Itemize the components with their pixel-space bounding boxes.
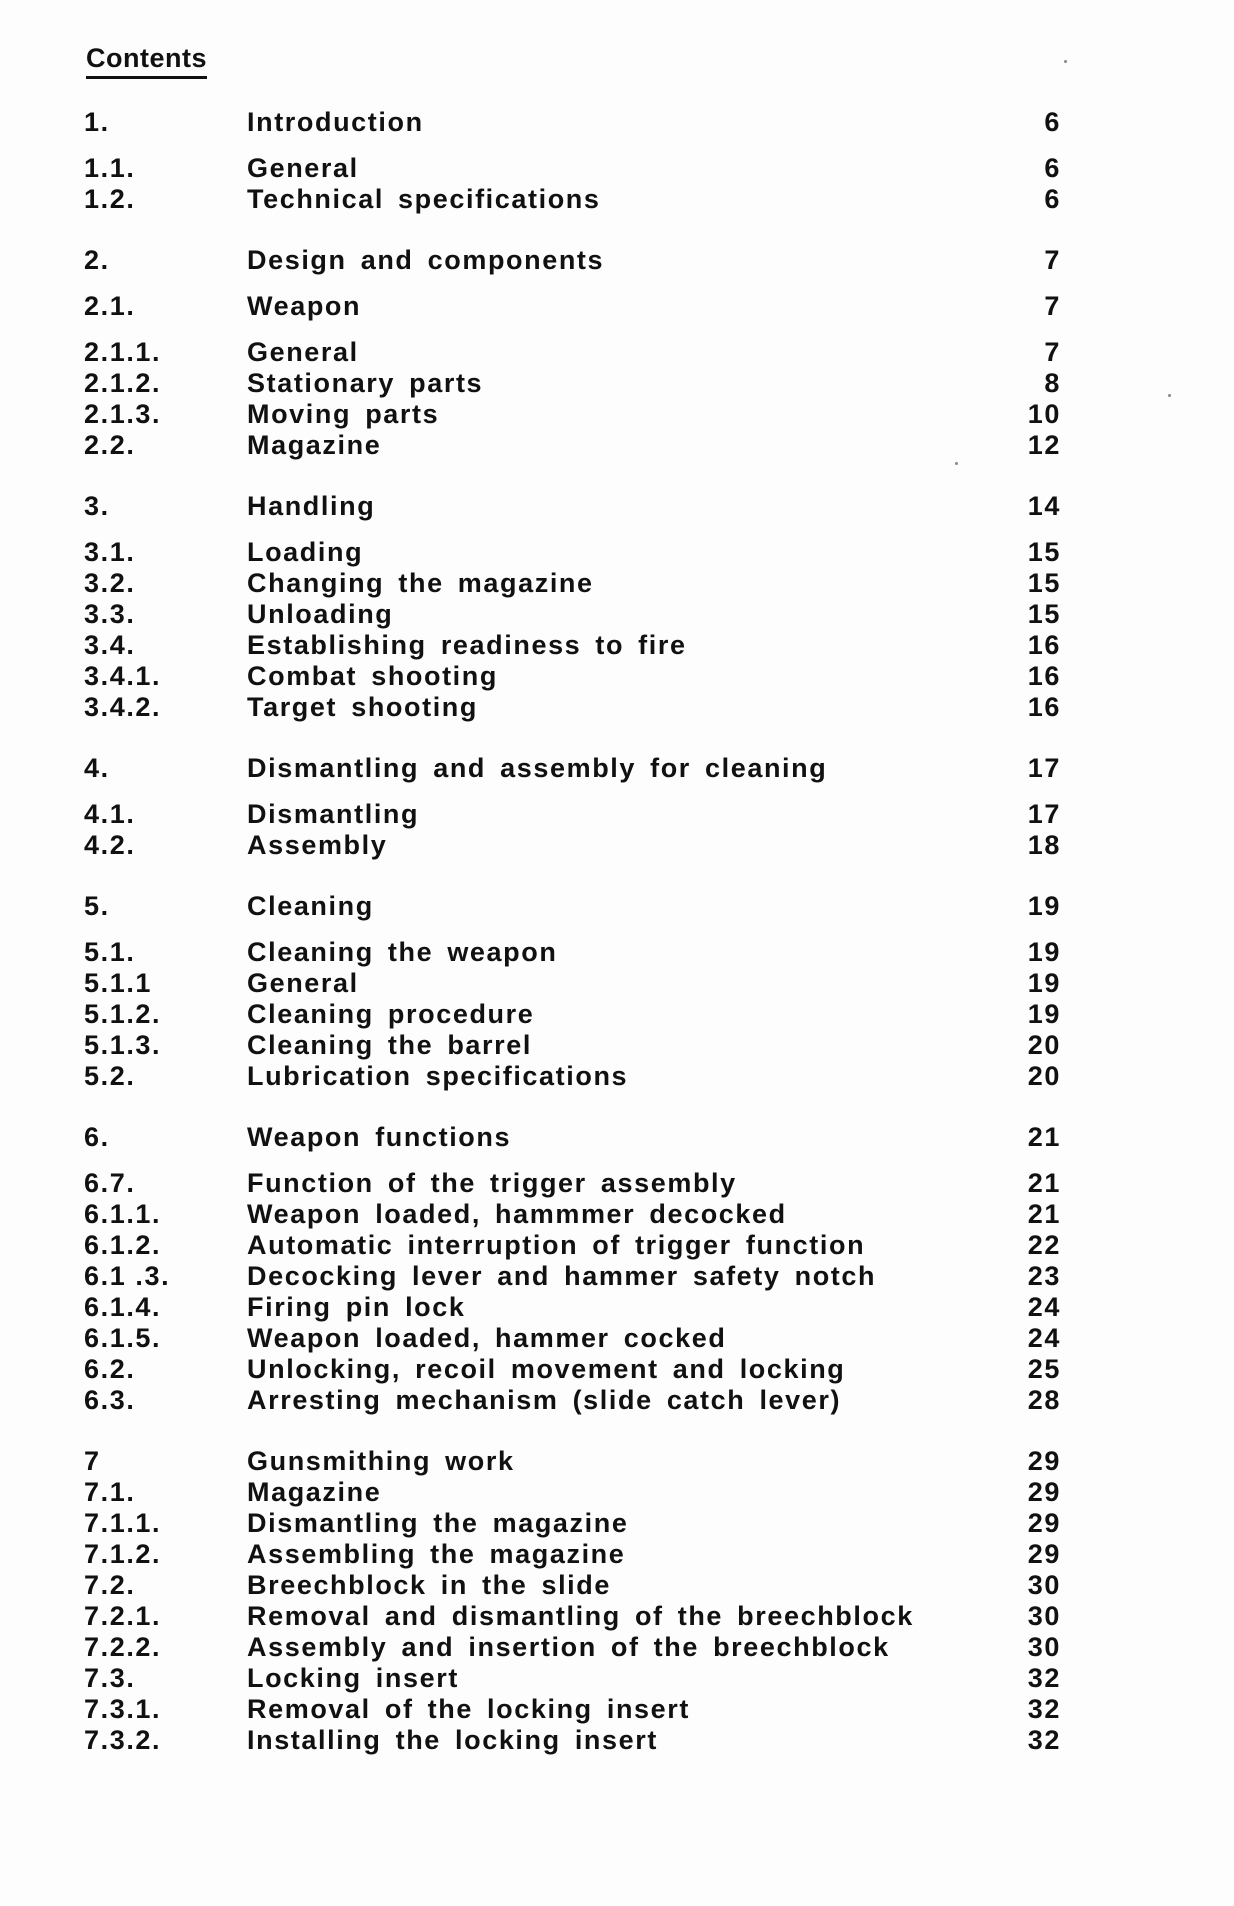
toc-entry-page: 15 (1027, 599, 1061, 629)
toc-entry-page: 18 (1027, 830, 1061, 860)
toc-entry-page: 20 (1027, 1030, 1061, 1060)
toc-entry-label: Combat shooting (247, 661, 498, 691)
toc-entry-number: 2. (84, 245, 110, 275)
toc-entry (0, 890, 1234, 922)
toc-entry-number: 7.2.1. (84, 1601, 162, 1631)
toc-entry (0, 1384, 1234, 1416)
toc-entry-page: 16 (1027, 661, 1061, 691)
toc-entry-label: Weapon loaded, hammer cocked (247, 1323, 727, 1353)
toc-entry-label: General (247, 153, 359, 183)
toc-entry (0, 829, 1234, 861)
toc-entry-label: Handling (247, 491, 376, 521)
toc-entry-number: 7.1. (84, 1477, 136, 1507)
toc-entry-label: Weapon functions (247, 1122, 512, 1152)
toc-entry-page: 16 (1027, 630, 1061, 660)
toc-entry-page: 14 (1027, 491, 1061, 521)
toc-entry-label: Stationary parts (247, 368, 484, 398)
toc-entry-label: General (247, 337, 359, 367)
toc-entry (0, 1167, 1234, 1199)
toc-entry-label: Automatic interruption of trigger function (247, 1230, 866, 1260)
toc-entry (0, 629, 1234, 661)
toc-entry-number: 2.1.2. (84, 368, 162, 398)
toc-entry-label: Lubrication specifications (247, 1061, 629, 1091)
toc-entry-page: 24 (1027, 1323, 1061, 1353)
toc-entry-label: Weapon loaded, hammmer decocked (247, 1199, 787, 1229)
toc-entry-label: Dismantling the magazine (247, 1508, 629, 1538)
toc-entry (0, 1353, 1234, 1385)
toc-entry-page: 19 (1027, 937, 1061, 967)
toc-entry (0, 152, 1234, 184)
toc-entry (0, 1229, 1234, 1261)
toc-entry (0, 1538, 1234, 1570)
toc-entry (0, 998, 1234, 1030)
toc-entry-page: 17 (1027, 799, 1061, 829)
toc-entry (0, 429, 1234, 461)
toc-entry-label: Cleaning procedure (247, 999, 535, 1029)
toc-entry-page: 22 (1027, 1230, 1061, 1260)
toc-entry-page: 21 (1027, 1199, 1061, 1229)
toc-entry (0, 106, 1234, 138)
toc-entry-page: 21 (1027, 1168, 1061, 1198)
toc-entry (0, 1322, 1234, 1354)
toc-entry-label: Weapon (247, 291, 362, 321)
toc-entry-label: Breechblock in the slide (247, 1570, 611, 1600)
toc-entry (0, 1121, 1234, 1153)
toc-entry-label: Cleaning the weapon (247, 937, 558, 967)
toc-entry-label: Target shooting (247, 692, 478, 722)
toc-entry-label: Unlocking, recoil movement and locking (247, 1354, 846, 1384)
toc-entry-page: 19 (1027, 999, 1061, 1029)
toc-entry-page: 17 (1027, 753, 1061, 783)
toc-entry-page: 29 (1027, 1539, 1061, 1569)
toc-entry-number: 7.1.2. (84, 1539, 162, 1569)
toc-entry-page: 10 (1027, 399, 1061, 429)
toc-entry-number: 1.2. (84, 184, 136, 214)
toc-entry-page: 21 (1027, 1122, 1061, 1152)
toc-entry-number: 5.1.1 (84, 968, 153, 998)
toc-entry-label: Firing pin lock (247, 1292, 466, 1322)
toc-entry (0, 290, 1234, 322)
toc-entry-number: 4. (84, 753, 110, 783)
toc-entry-label: Moving parts (247, 399, 440, 429)
toc-entry-number: 6.1.2. (84, 1230, 162, 1260)
toc-entry-page: 20 (1027, 1061, 1061, 1091)
toc-entry (0, 1569, 1234, 1601)
toc-entry-page: 28 (1027, 1385, 1061, 1415)
toc-entry-label: Gunsmithing work (247, 1446, 515, 1476)
toc-entry-number: 5.1.2. (84, 999, 162, 1029)
toc-entry-number: 6.3. (84, 1385, 136, 1415)
toc-entry-page: 15 (1027, 568, 1061, 598)
toc-entry-label: Decocking lever and hammer safety notch (247, 1261, 877, 1291)
toc-entry-number: 7.1.1. (84, 1508, 162, 1538)
toc-entry-number: 6.7. (84, 1168, 136, 1198)
toc-entry (0, 1600, 1234, 1632)
toc-entry-page: 19 (1027, 968, 1061, 998)
toc-entry-number: 2.2. (84, 430, 136, 460)
toc-entry (0, 1724, 1234, 1756)
toc-entry (0, 1476, 1234, 1508)
toc-entry (0, 1445, 1234, 1477)
toc-entry (0, 244, 1234, 276)
toc-entry-page: 23 (1027, 1261, 1061, 1291)
toc-entry-page: 6 (1044, 184, 1061, 214)
toc-entry-number: 2.1.3. (84, 399, 162, 429)
toc-entry-page: 7 (1044, 291, 1061, 321)
toc-entry-number: 6.1.1. (84, 1199, 162, 1229)
toc-entry (0, 1198, 1234, 1230)
toc-entry-label: Installing the locking insert (247, 1725, 658, 1755)
toc-entry-label: Magazine (247, 1477, 382, 1507)
toc-entry-number: 5.2. (84, 1061, 136, 1091)
toc-entry (0, 398, 1234, 430)
toc-entry (0, 660, 1234, 692)
toc-entry-page: 32 (1027, 1663, 1061, 1693)
toc-entry-label: Removal of the locking insert (247, 1694, 690, 1724)
toc-entry-page: 8 (1044, 368, 1061, 398)
toc-entry-number: 3.4. (84, 630, 136, 660)
toc-entry-number: 5.1. (84, 937, 136, 967)
toc-entry-label: Assembly (247, 830, 388, 860)
toc-entry-number: 6.2. (84, 1354, 136, 1384)
toc-entry-number: 7.3.1. (84, 1694, 162, 1724)
toc-entry-label: Establishing readiness to fire (247, 630, 687, 660)
toc-entry-page: 19 (1027, 891, 1061, 921)
toc-entry-label: Technical specifications (247, 184, 601, 214)
toc-entry-number: 3.3. (84, 599, 136, 629)
toc-entry-label: Introduction (247, 107, 424, 137)
toc-entry-label: Design and components (247, 245, 605, 275)
toc-entry-number: 7.3. (84, 1663, 136, 1693)
toc-entry-number: 5. (84, 891, 110, 921)
toc-entry-number: 1.1. (84, 153, 136, 183)
toc-entry-label: Changing the magazine (247, 568, 594, 598)
toc-entry-number: 7.2.2. (84, 1632, 162, 1662)
toc-entry (0, 598, 1234, 630)
toc-entry (0, 1662, 1234, 1694)
toc-entry-number: 4.2. (84, 830, 136, 860)
toc-entry-number: 3.1. (84, 537, 136, 567)
toc-entry-page: 24 (1027, 1292, 1061, 1322)
toc-entry-label: Assembling the magazine (247, 1539, 626, 1569)
toc-entry-page: 32 (1027, 1725, 1061, 1755)
toc-entry-label: Unloading (247, 599, 394, 629)
toc-entry-page: 30 (1027, 1632, 1061, 1662)
toc-entry (0, 336, 1234, 368)
toc-entry-label: Loading (247, 537, 364, 567)
toc-entry-number: 2.1.1. (84, 337, 162, 367)
toc-entry-page: 15 (1027, 537, 1061, 567)
toc-entry-page: 30 (1027, 1570, 1061, 1600)
toc-entry (0, 490, 1234, 522)
toc-entry (0, 1507, 1234, 1539)
toc-entry (0, 567, 1234, 599)
toc-entry-label: Cleaning (247, 891, 374, 921)
toc-entry-page: 12 (1027, 430, 1061, 460)
toc-entry-number: 7.2. (84, 1570, 136, 1600)
toc-entry (0, 967, 1234, 999)
toc-entry-number: 2.1. (84, 291, 136, 321)
toc-entry-number: 6.1.4. (84, 1292, 162, 1322)
toc-entry-page: 6 (1044, 153, 1061, 183)
toc-entry-page: 29 (1027, 1446, 1061, 1476)
toc-entry (0, 1260, 1234, 1292)
toc-entry-number: 5.1.3. (84, 1030, 162, 1060)
toc-entry-label: Locking insert (247, 1663, 459, 1693)
toc-entry (0, 798, 1234, 830)
toc-entry-page: 30 (1027, 1601, 1061, 1631)
toc-entry (0, 536, 1234, 568)
toc-entry-label: Arresting mechanism (slide catch lever) (247, 1385, 842, 1415)
toc-entry-number: 6. (84, 1122, 110, 1152)
toc-entry (0, 752, 1234, 784)
toc-entry (0, 691, 1234, 723)
toc-entry (0, 1029, 1234, 1061)
toc-entry-page: 32 (1027, 1694, 1061, 1724)
toc-entry-number: 6.1 .3. (84, 1261, 171, 1291)
toc-entry-label: Function of the trigger assembly (247, 1168, 737, 1198)
toc-entry-page: 29 (1027, 1477, 1061, 1507)
toc-entry-number: 7.3.2. (84, 1725, 162, 1755)
toc-entry-number: 7 (84, 1446, 101, 1476)
toc-entry-number: 4.1. (84, 799, 136, 829)
toc-entry-label: Dismantling and assembly for cleaning (247, 753, 828, 783)
toc-entry-number: 6.1.5. (84, 1323, 162, 1353)
toc-entry-page: 7 (1044, 245, 1061, 275)
toc-entry-number: 3.4.1. (84, 661, 162, 691)
toc-entry-page: 29 (1027, 1508, 1061, 1538)
toc-entry-label: Magazine (247, 430, 382, 460)
toc-entry (0, 183, 1234, 215)
toc-entry-number: 3.2. (84, 568, 136, 598)
toc-entry-page: 25 (1027, 1354, 1061, 1384)
toc-entry-number: 3. (84, 491, 110, 521)
toc-entry (0, 1291, 1234, 1323)
toc-entry (0, 936, 1234, 968)
toc-entry-label: General (247, 968, 359, 998)
toc-entry-label: Cleaning the barrel (247, 1030, 532, 1060)
toc-entry-page: 16 (1027, 692, 1061, 722)
toc-entry-page: 6 (1044, 107, 1061, 137)
toc-entry-label: Assembly and insertion of the breechblock (247, 1632, 890, 1662)
toc-entry-page: 7 (1044, 337, 1061, 367)
toc-entry (0, 1693, 1234, 1725)
toc-entry-number: 1. (84, 107, 110, 137)
toc-entry (0, 367, 1234, 399)
toc-entry-label: Dismantling (247, 799, 420, 829)
toc-entry (0, 1631, 1234, 1663)
page-title: Contents (86, 42, 207, 79)
toc-entry (0, 1060, 1234, 1092)
toc-entry-label: Removal and dismantling of the breechblock (247, 1601, 914, 1631)
toc-entry-number: 3.4.2. (84, 692, 162, 722)
